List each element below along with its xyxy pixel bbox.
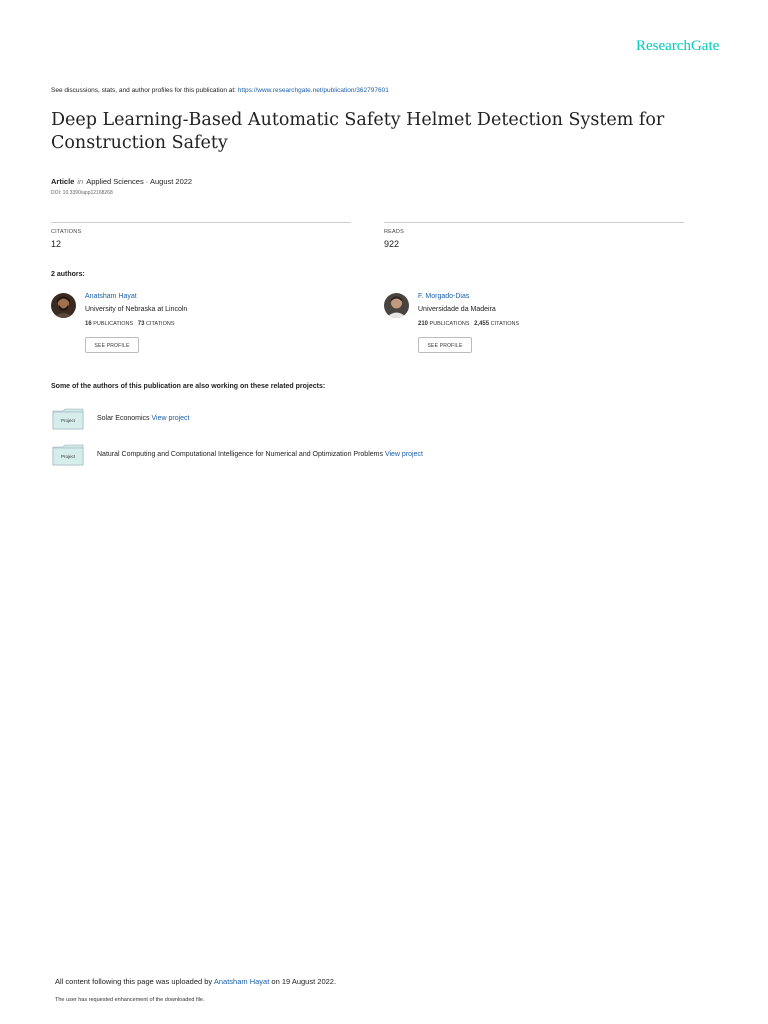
reads-divider: [384, 222, 684, 223]
publication-title: Deep Learning-Based Automatic Safety Helmet Detection System for Construction Safety: [51, 110, 665, 153]
publication-url-link[interactable]: https://www.researchgate.net/publication/362797601: [237, 87, 389, 94]
uploader-link[interactable]: Anatsham Hayat: [213, 977, 270, 986]
citations-divider: [51, 222, 351, 223]
project-1-row: [97, 415, 190, 422]
researchgate-logo[interactable]: ResearchGate: [636, 38, 720, 54]
publication-meta: [51, 177, 192, 186]
citations-value: 12: [51, 239, 62, 249]
upload-suffix: on 19 August 2022.: [269, 977, 337, 986]
project-folder-label: Project: [61, 418, 76, 423]
author-2-name-link[interactable]: F. Morgado-Dias: [418, 293, 470, 300]
author-1-publications-count: 16: [85, 321, 92, 327]
author-2-publications-count: 210: [418, 321, 429, 327]
project-1-view-link[interactable]: View project: [151, 415, 190, 422]
project-2-name: Natural Computing and Computational Intelligence for Numerical and Optimization Problems: [97, 451, 383, 458]
upload-note: [55, 977, 336, 986]
article-type: Article: [51, 177, 75, 186]
authors-heading: 2 authors:: [51, 271, 85, 278]
project-2-view-link[interactable]: View project: [384, 451, 423, 458]
author-1-name-link[interactable]: Anatsham Hayat: [85, 293, 137, 300]
project-folder-label: Project: [61, 454, 76, 459]
author-1-affiliation: University of Nebraska at Lincoln: [85, 306, 188, 313]
reads-value: 922: [384, 239, 400, 249]
related-projects-heading: Some of the authors of this publication are also working on these related projects:: [51, 383, 326, 390]
author-2-citations-label: CITATIONS: [490, 321, 520, 327]
journal-date: Applied Sciences · August 2022: [86, 177, 193, 186]
author-photo-icon: [51, 293, 76, 318]
project-folder-icon: [52, 444, 84, 466]
author-2-affiliation: Universidade da Madeira: [418, 306, 496, 313]
reads-label: READS: [384, 229, 404, 235]
author-2-see-profile-button[interactable]: SEE PROFILE: [418, 337, 472, 353]
discussion-prefix: See discussions, stats, and author profiles for this publication at:: [51, 87, 238, 94]
author-2-publications-label: PUBLICATIONS: [429, 321, 470, 327]
in-label: in: [77, 177, 84, 186]
avatar[interactable]: [51, 293, 76, 318]
author-1-citations-count: 73: [137, 321, 145, 327]
project-folder-icon: [52, 408, 84, 430]
project-1-name: Solar Economics: [97, 415, 150, 422]
project-2-row: [97, 451, 423, 458]
author-1-stats: [85, 321, 175, 327]
citations-label: CITATIONS: [51, 229, 82, 235]
author-1-publications-label: PUBLICATIONS: [93, 321, 134, 327]
enhancement-note: The user has requested enhancement of the downloaded file.: [55, 997, 205, 1003]
author-2-citations-count: 2,455: [474, 321, 490, 327]
author-photo-icon: [384, 293, 409, 318]
doi: DOI: 10.3390/app12168268: [51, 190, 113, 196]
upload-prefix: All content following this page was uploaded by: [55, 977, 214, 986]
avatar[interactable]: [384, 293, 409, 318]
author-1-citations-label: CITATIONS: [145, 321, 175, 327]
author-2-stats: [418, 321, 519, 327]
author-1-see-profile-button[interactable]: SEE PROFILE: [85, 337, 139, 353]
discussion-line: [51, 87, 389, 94]
